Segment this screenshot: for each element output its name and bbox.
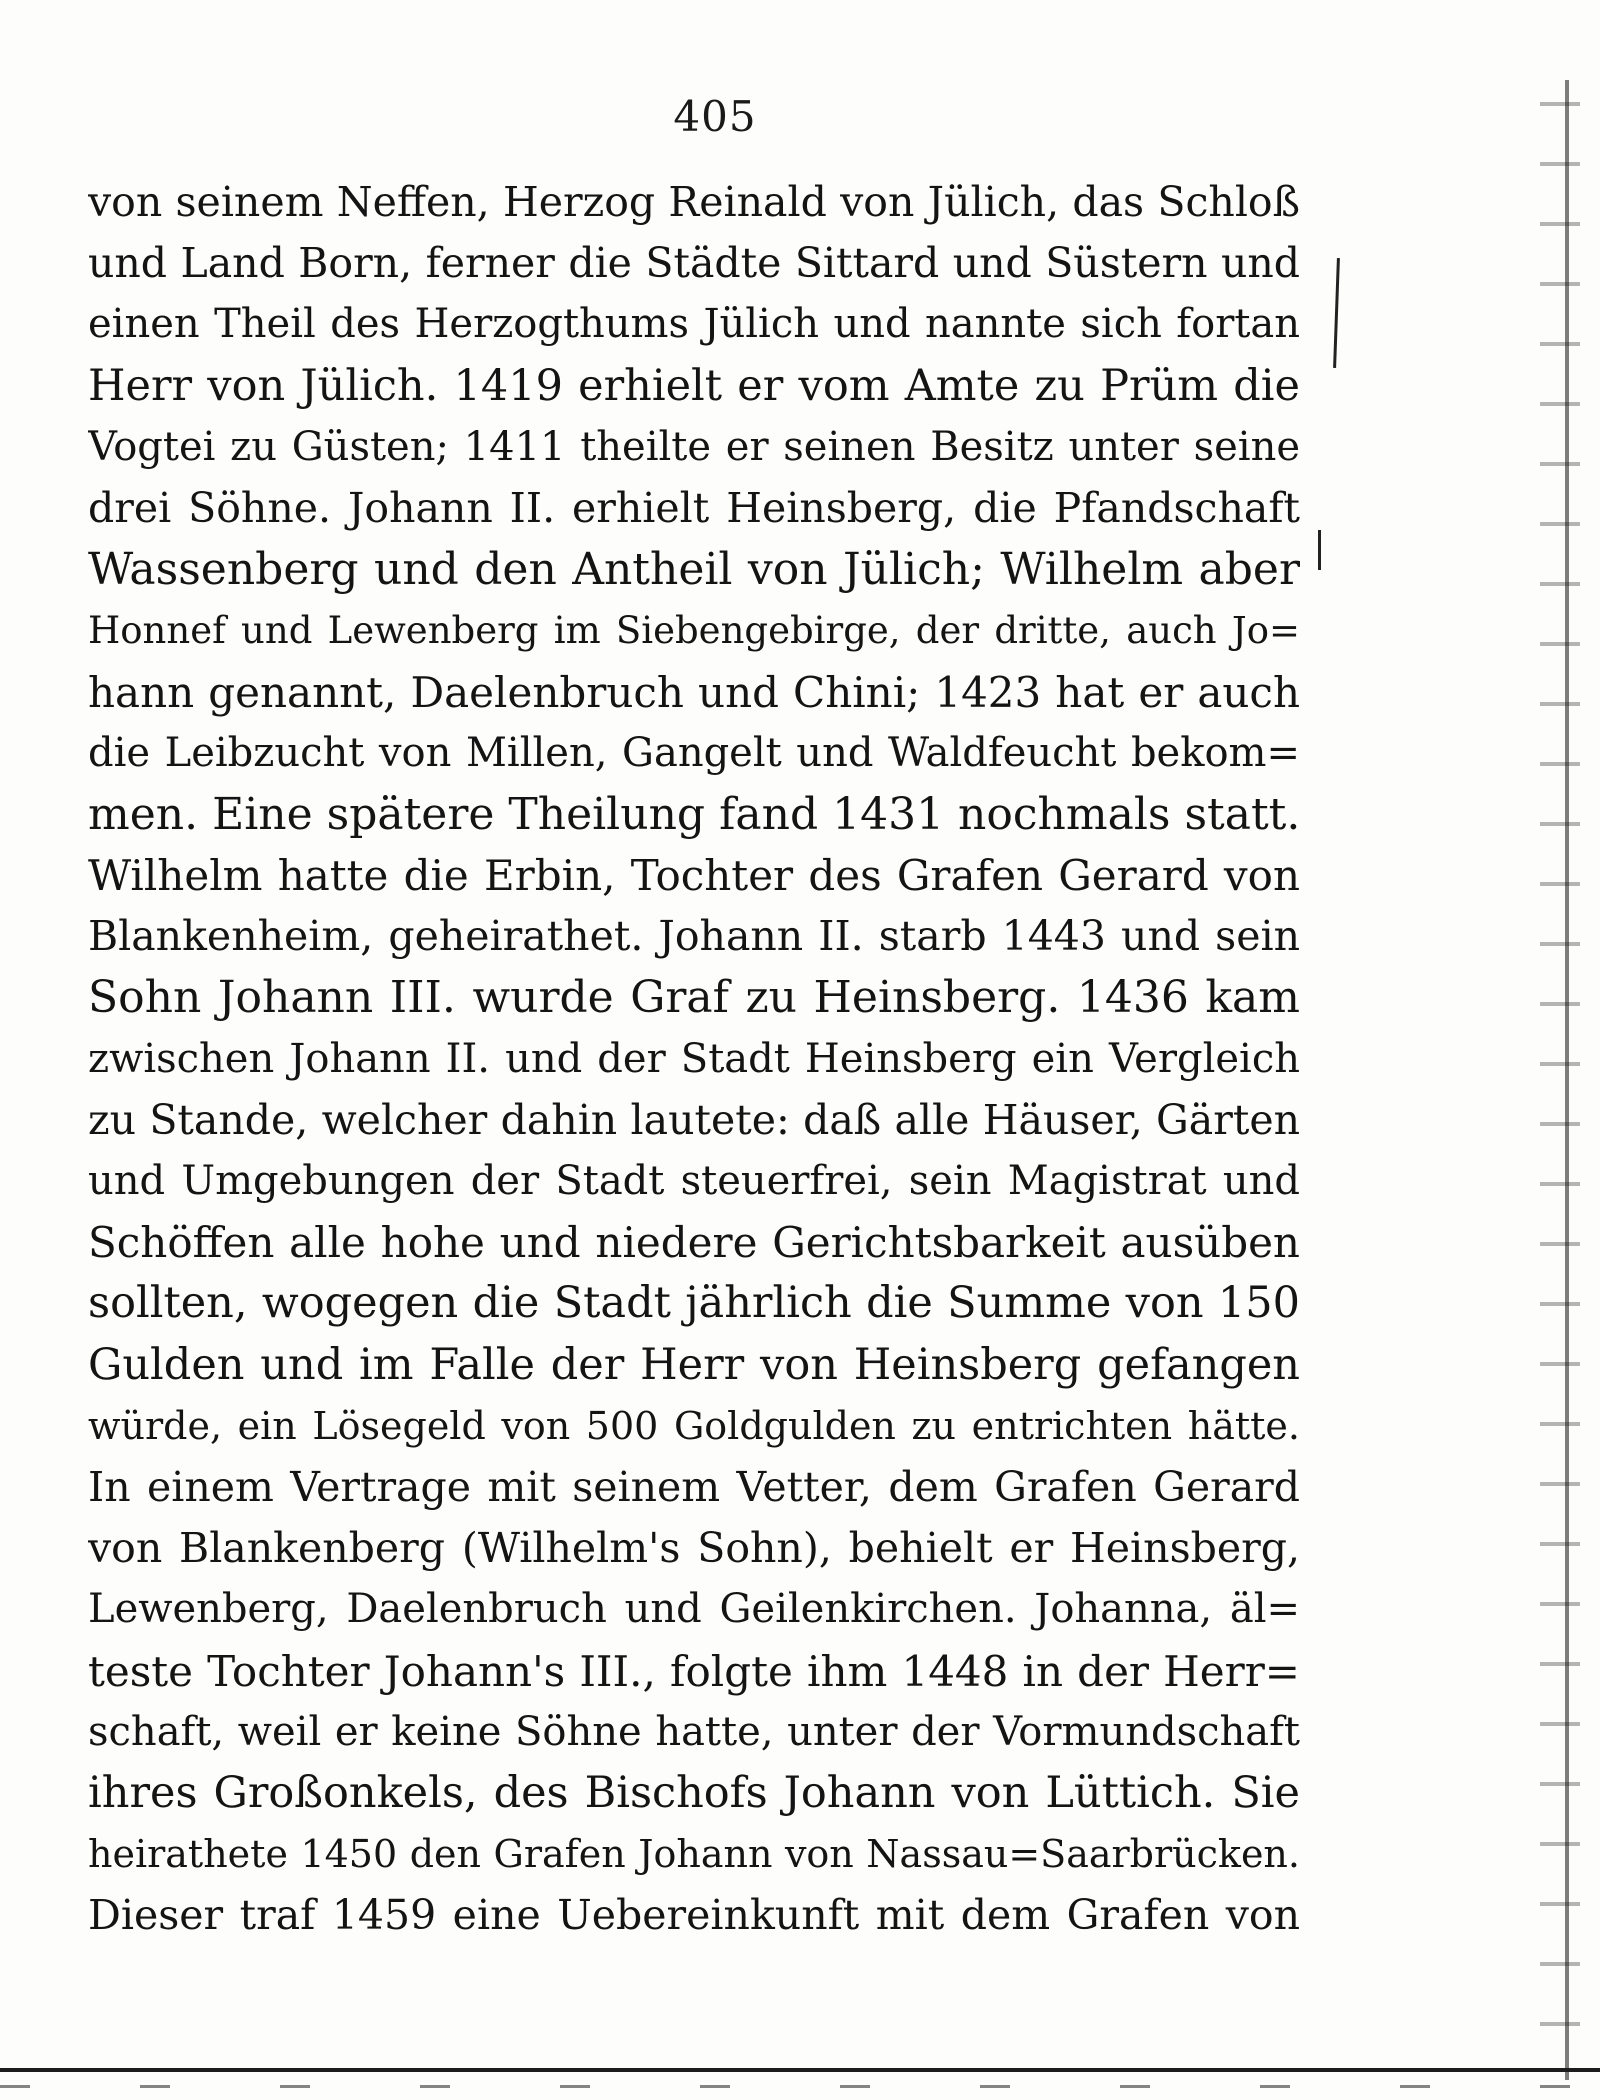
scan-edge-artifact <box>1540 80 1580 2080</box>
text-line: drei Söhne. Johann II. erhielt Heinsberg, die Pfandschaft <box>88 483 1300 532</box>
text-line: Honnef und Lewenberg im Siebengebirge, der dritte, auch Jo= <box>88 609 1300 653</box>
page-edge-line <box>1565 80 1569 2080</box>
text-line: einen Theil des Herzogthums Jülich und nannte sich fortan <box>88 301 1300 348</box>
text-line: schaft, weil er keine Söhne hatte, unter der Vormundschaft <box>88 1708 1300 1755</box>
text-line: Wassenberg und den Antheil von Jülich; Wilhelm aber <box>88 544 1300 596</box>
body-text <box>88 172 1300 1946</box>
margin-pencil-mark <box>1318 530 1321 570</box>
text-line: Herr von Jülich. 1419 erhielt er vom Amte zu Prüm die <box>88 360 1300 411</box>
text-line: Schöffen alle hohe und niedere Gerichtsbarkeit ausüben <box>88 1218 1300 1268</box>
text-line: men. Eine spätere Theilung fand 1431 nochmals statt. <box>88 788 1300 840</box>
bottom-scan-artifact <box>0 2085 1600 2088</box>
text-line: zwischen Johann II. und der Stadt Heinsberg ein Vergleich <box>88 1035 1300 1082</box>
text-line: teste Tochter Johann's III., folgte ihm 1448 in der Herr= <box>88 1646 1300 1696</box>
text-line: heirathete 1450 den Grafen Johann von Nassau=Saarbrücken. <box>88 1832 1300 1877</box>
text-line: Vogtei zu Güsten; 1411 theilte er seinen Besitz unter seine <box>88 423 1300 470</box>
text-line: Sohn Johann III. wurde Graf zu Heinsberg. 1436 kam <box>88 972 1300 1024</box>
text-line: Blankenheim, geheirathet. Johann II. starb 1443 und sein <box>88 912 1300 961</box>
text-line: ihres Großonkels, des Bischofs Johann von Lüttich. Sie <box>88 1767 1300 1818</box>
margin-pencil-mark <box>1333 258 1340 368</box>
text-line: In einem Vertrage mit seinem Vetter, dem Grafen Gerard <box>88 1462 1300 1511</box>
text-line: von Blankenberg (Wilhelm's Sohn), behielt er Heinsberg, <box>88 1524 1300 1573</box>
text-line: die Leibzucht von Millen, Gangelt und Waldfeucht bekom= <box>88 729 1300 776</box>
text-line: Gulden und im Falle der Herr von Heinsberg gefangen <box>88 1339 1300 1390</box>
text-line: von seinem Neffen, Herzog Reinald von Jülich, das Schloß <box>88 178 1300 226</box>
bottom-edge-rule <box>0 2068 1600 2072</box>
text-line: Lewenberg, Daelenbruch und Geilenkirchen. Johanna, äl= <box>88 1586 1300 1633</box>
text-line: und Land Born, ferner die Städte Sittard und Süstern und <box>88 239 1300 288</box>
text-line: und Umgebungen der Stadt steuerfrei, sein Magistrat und <box>88 1158 1300 1204</box>
text-line: hann genannt, Daelenbruch und Chini; 1423 hat er auch <box>88 667 1300 717</box>
text-line: würde, ein Lösegeld von 500 Goldgulden zu entrichten hätte. <box>88 1403 1300 1448</box>
text-line: zu Stande, welcher dahin lautete: daß alle Häuser, Gärten <box>88 1095 1300 1144</box>
page-number: 405 <box>673 92 757 141</box>
text-line: sollten, wogegen die Stadt jährlich die Summe von 150 <box>88 1278 1300 1329</box>
text-line: Dieser traf 1459 eine Uebereinkunft mit dem Grafen von <box>88 1891 1300 1940</box>
text-line: Wilhelm hatte die Erbin, Tochter des Grafen Gerard von <box>88 851 1300 901</box>
